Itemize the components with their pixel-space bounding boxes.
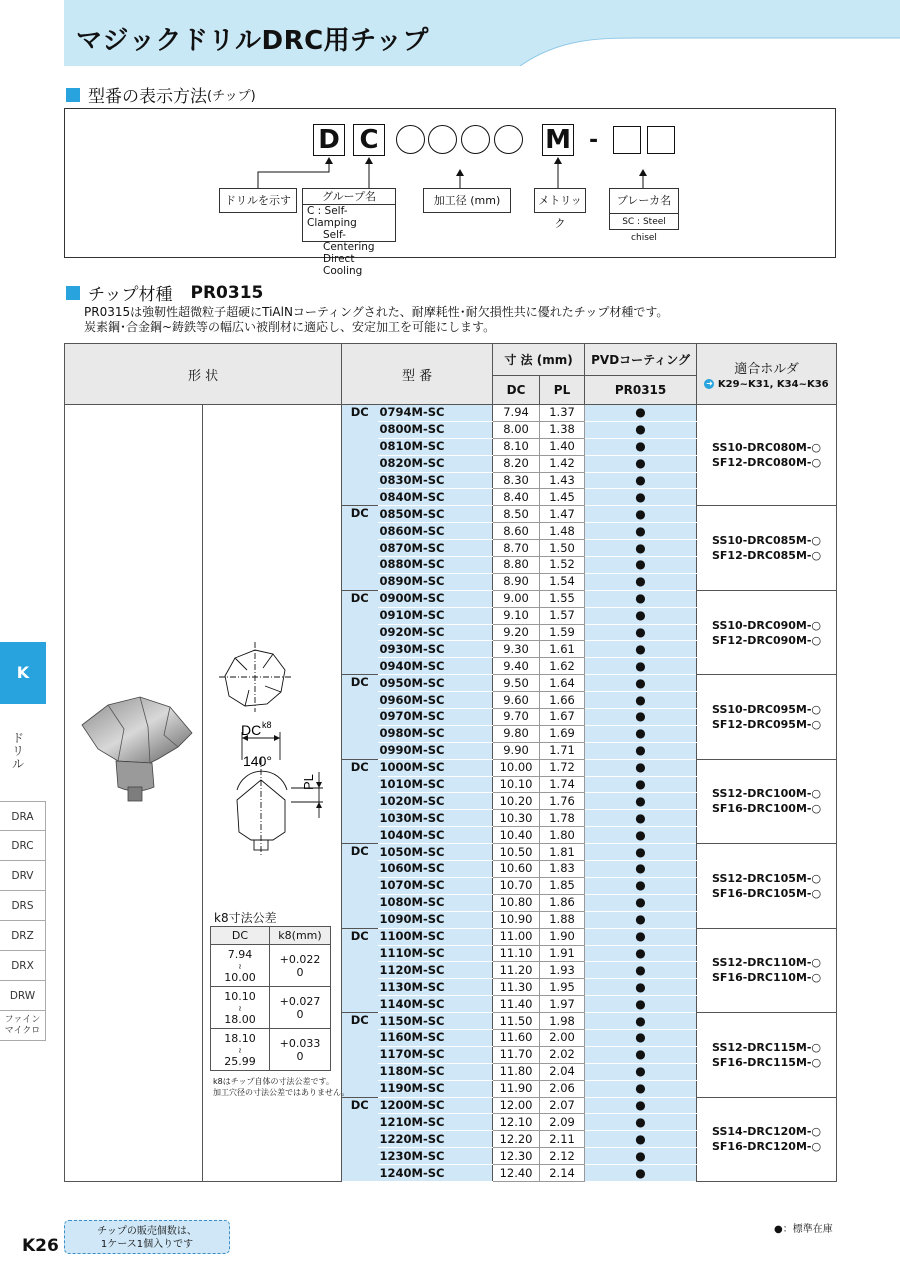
k8-table [210,926,331,1071]
holder-name: SS14-DRC120M-○ [712,1125,822,1139]
model-code: 0880M-SC [378,557,493,574]
header-pvd: PVDコーティング [585,344,697,376]
dc-value: 10.70 [493,877,540,894]
dc-value: 9.40 [493,658,540,675]
model-code: 1210M-SC [378,1114,493,1131]
dc-value: 12.40 [493,1165,540,1182]
model-code: 1100M-SC [378,928,493,945]
pl-value: 1.71 [540,742,585,759]
label-breaker-title: ブレーカ名 [610,189,678,214]
model-code: 0850M-SC [378,506,493,523]
pl-value: 1.45 [540,489,585,506]
pl-value: 1.97 [540,996,585,1013]
stock-dot: ● [585,1029,697,1046]
pl-value: 1.83 [540,861,585,878]
model-prefix: DC [342,506,378,590]
pl-value: 1.67 [540,709,585,726]
code-arrows [0,0,900,270]
dc-value: 9.60 [493,692,540,709]
holder-name: SF16-DRC120M-○ [712,1140,822,1154]
sales-note-line: チップの販売個数は、 [97,1226,197,1237]
holder-name: SS12-DRC100M-○ [712,787,822,801]
stock-dot: ● [585,928,697,945]
pl-value: 1.64 [540,675,585,692]
stock-legend: ●：標準在庫 [774,1224,833,1235]
model-code: 0860M-SC [378,523,493,540]
stock-dot: ● [585,557,697,574]
pl-value: 1.81 [540,844,585,861]
pl-value: 1.50 [540,540,585,557]
model-code: 1020M-SC [378,793,493,810]
k8-title: k8寸法公差 [214,911,277,925]
pl-value: 2.00 [540,1029,585,1046]
pl-value: 2.14 [540,1165,585,1182]
dc-value: 11.60 [493,1029,540,1046]
pl-value: 1.43 [540,472,585,489]
page-number: K26 [22,1236,59,1256]
k8-tol: +0.022 0 [270,945,331,987]
holder-name: SS10-DRC085M-○ [712,534,822,548]
pl-value: 1.47 [540,506,585,523]
holder-ref-text: K29~K31, K34~K36 [717,379,829,390]
dc-value: 8.40 [493,489,540,506]
sidebar-item-label: ファイン [4,1015,41,1025]
stock-dot: ● [585,1165,697,1182]
header-dims: 寸 法 (mm) [493,344,585,376]
header-holder [697,344,837,405]
stock-dot: ● [585,1046,697,1063]
model-code: 0840M-SC [378,489,493,506]
sidebar-item-drw[interactable]: DRW [0,981,46,1011]
k8-row [211,945,331,987]
model-prefix: DC [342,1097,378,1181]
page-title: マジックドリルDRC用チップ [76,26,429,56]
k8-tol: +0.033 0 [270,1029,331,1071]
model-code: 1050M-SC [378,844,493,861]
model-code: 1110M-SC [378,945,493,962]
dc-value: 12.10 [493,1114,540,1131]
model-code: 1150M-SC [378,1013,493,1030]
holder-name: SS12-DRC110M-○ [712,956,822,970]
drawing-dc-sup: k8 [262,720,272,730]
holder-name: SF12-DRC080M-○ [712,456,822,470]
dc-value: 9.20 [493,624,540,641]
k8-note [213,1076,349,1098]
model-code: 0830M-SC [378,472,493,489]
pl-value: 1.52 [540,557,585,574]
model-code: 0910M-SC [378,607,493,624]
stock-dot: ● [585,692,697,709]
stock-dot: ● [585,827,697,844]
model-code: 1220M-SC [378,1131,493,1148]
holder-name: SS12-DRC105M-○ [712,871,822,885]
stock-dot: ● [585,979,697,996]
stock-dot: ● [585,709,697,726]
pl-value: 2.06 [540,1080,585,1097]
holder-name: SF16-DRC105M-○ [712,886,822,900]
header-holder-ref [697,379,836,390]
dc-value: 10.50 [493,844,540,861]
holder-name: SF12-DRC090M-○ [712,633,822,647]
code-dash: - [589,128,599,153]
stock-dot: ● [585,624,697,641]
label-group [302,188,396,277]
model-code: 1000M-SC [378,759,493,776]
dc-value: 8.20 [493,455,540,472]
dc-value: 10.60 [493,861,540,878]
dc-value: 11.00 [493,928,540,945]
dc-value: 11.20 [493,962,540,979]
pl-value: 1.78 [540,810,585,827]
stock-dot: ● [585,776,697,793]
dc-value: 11.80 [493,1063,540,1080]
sidebar-item-fine-micro[interactable] [0,1011,46,1041]
drawing-pl-label: PL [301,774,316,790]
pl-value: 1.54 [540,573,585,590]
model-prefix: DC [342,405,378,506]
sidebar-item-label: マイクロ [4,1026,41,1036]
model-prefix: DC [342,759,378,843]
stock-dot: ● [585,945,697,962]
stock-dot: ● [585,1063,697,1080]
dc-value: 10.90 [493,911,540,928]
stock-dot: ● [585,1080,697,1097]
pl-value: 1.85 [540,877,585,894]
model-code: 1040M-SC [378,827,493,844]
model-code: 0900M-SC [378,590,493,607]
model-code: 0990M-SC [378,742,493,759]
pl-value: 1.93 [540,962,585,979]
stock-dot: ● [585,1148,697,1165]
k8-row [211,1029,331,1071]
header-pvd-grade: PR0315 [585,376,697,405]
stock-dot: ● [585,675,697,692]
label-diameter: 加工径 (mm) [423,188,511,213]
stock-dot: ● [585,877,697,894]
holder-name: SS10-DRC090M-○ [712,618,822,632]
code-letter-c: C [353,124,385,156]
model-code: 0970M-SC [378,709,493,726]
label-group-line: Self-Centering [323,229,375,253]
model-code: 0920M-SC [378,624,493,641]
description-line: PR0315は強靭性超微粒子超硬にTiAlNコーティングされた、耐摩耗性･耐欠損性共に優れたチップ材種です。 [84,305,669,319]
stock-dot: ● [585,1013,697,1030]
dc-value: 8.10 [493,438,540,455]
dc-value: 11.50 [493,1013,540,1030]
drawing-angle: 140° [243,753,272,769]
model-code: 1080M-SC [378,894,493,911]
sidebar-item-drv[interactable]: DRV [0,861,46,891]
model-code: 0940M-SC [378,658,493,675]
model-code: 0960M-SC [378,692,493,709]
pl-value: 2.12 [540,1148,585,1165]
label-drill: ドリルを示す [219,188,297,213]
stock-dot: ● [585,844,697,861]
label-group-title: グループ名 [303,189,395,205]
pl-value: 1.59 [540,624,585,641]
pl-value: 1.48 [540,523,585,540]
stock-dot: ● [585,894,697,911]
label-group-line: Direct Cooling [323,253,363,277]
label-breaker-sub: SC : Steel chisel [622,217,666,243]
stock-dot: ● [585,962,697,979]
sidebar-item-drx[interactable]: DRX [0,951,46,981]
holder-cell [697,759,837,843]
model-prefix: DC [342,590,378,674]
model-code: 1090M-SC [378,911,493,928]
stock-dot: ● [585,861,697,878]
k8-header-k8: k8(mm) [270,927,331,945]
dc-value: 9.70 [493,709,540,726]
stock-dot: ● [585,759,697,776]
stock-dot: ● [585,540,697,557]
header-holder-title: 適合ホルダ [734,362,799,377]
dc-value: 9.50 [493,675,540,692]
model-code: 0820M-SC [378,455,493,472]
pl-value: 1.61 [540,641,585,658]
section1-heading-small: (チップ) [207,89,256,104]
stock-dot: ● [585,996,697,1013]
label-metric: メトリック [534,188,586,213]
pl-value: 1.42 [540,455,585,472]
stock-dot: ● [585,641,697,658]
section1-heading: 型番の表示方法 [88,87,207,107]
sales-note [64,1220,230,1254]
sidebar-item-drz[interactable]: DRZ [0,921,46,951]
model-code: 0950M-SC [378,675,493,692]
sales-note-line: 1ケース1個入りです [100,1239,194,1250]
pl-value: 1.62 [540,658,585,675]
stock-dot: ● [585,793,697,810]
section2-heading: チップ材種 [88,285,173,305]
model-prefix: DC [342,928,378,1012]
model-code: 1010M-SC [378,776,493,793]
sidebar-item-drc[interactable]: DRC [0,831,46,861]
sidebar-item-dra[interactable]: DRA [0,801,46,831]
model-prefix: DC [342,1013,378,1097]
pl-value: 2.07 [540,1097,585,1114]
stock-dot: ● [585,405,697,422]
model-code: 0810M-SC [378,438,493,455]
dc-value: 9.00 [493,590,540,607]
dc-value: 11.30 [493,979,540,996]
dc-value: 9.10 [493,607,540,624]
dc-value: 10.40 [493,827,540,844]
dc-value: 10.20 [493,793,540,810]
code-letter-m: M [542,124,574,156]
holder-cell [697,928,837,1012]
pl-value: 1.86 [540,894,585,911]
dc-value: 8.90 [493,573,540,590]
dc-value: 8.50 [493,506,540,523]
pl-value: 1.76 [540,793,585,810]
stock-dot: ● [585,1114,697,1131]
k8-note-line: 加工穴径の寸法公差ではありません。 [213,1088,350,1097]
description-line: 炭素鋼･合金鋼~鋳鉄等の幅広い被削材に適応し、安定加工を可能にします。 [84,320,496,334]
header-model: 型 番 [342,344,493,405]
code-letter-d: D [313,124,345,156]
holder-name: SF12-DRC095M-○ [712,717,822,731]
pl-value: 1.72 [540,759,585,776]
header-shape: 形 状 [65,344,342,405]
dc-value: 8.30 [493,472,540,489]
model-code: 1170M-SC [378,1046,493,1063]
section2-grade: PR0315 [190,282,264,303]
dc-value: 11.40 [493,996,540,1013]
pl-value: 1.55 [540,590,585,607]
dc-value: 11.10 [493,945,540,962]
dc-value: 12.20 [493,1131,540,1148]
model-code: 1140M-SC [378,996,493,1013]
model-code: 1130M-SC [378,979,493,996]
k8-range: 7.94 ≀ 10.00 [211,945,270,987]
stock-dot: ● [585,472,697,489]
holder-cell [697,405,837,506]
stock-dot: ● [585,506,697,523]
model-code: 1200M-SC [378,1097,493,1114]
sidebar-drill-label: ドリル [12,731,25,771]
holder-name: SF16-DRC110M-○ [712,971,822,985]
model-code: 0800M-SC [378,421,493,438]
drawing-dc-label: DC [241,722,262,738]
stock-dot: ● [585,658,697,675]
pl-value: 1.38 [540,421,585,438]
dc-value: 8.70 [493,540,540,557]
pl-value: 1.66 [540,692,585,709]
model-prefix: DC [342,844,378,928]
pl-value: 1.80 [540,827,585,844]
pl-value: 1.74 [540,776,585,793]
dc-value: 11.70 [493,1046,540,1063]
pl-value: 2.02 [540,1046,585,1063]
pl-value: 2.04 [540,1063,585,1080]
header-pl: PL [540,376,585,405]
model-prefix: DC [342,675,378,759]
pl-value: 1.90 [540,928,585,945]
dc-value: 9.30 [493,641,540,658]
dc-value: 10.30 [493,810,540,827]
pl-value: 1.95 [540,979,585,996]
stock-dot: ● [585,725,697,742]
pl-value: 1.98 [540,1013,585,1030]
label-breaker [609,188,679,243]
model-code: 0930M-SC [378,641,493,658]
model-code: 1030M-SC [378,810,493,827]
sidebar-tab-k[interactable]: K [0,642,46,704]
model-code: 0870M-SC [378,540,493,557]
section-square-icon [66,286,80,300]
k8-row [211,987,331,1029]
dc-value: 12.30 [493,1148,540,1165]
holder-name: SS12-DRC115M-○ [712,1040,822,1054]
holder-cell [697,844,837,928]
pl-value: 1.69 [540,725,585,742]
model-code: 1070M-SC [378,877,493,894]
k8-header-dc: DC [211,927,270,945]
dc-value: 8.00 [493,421,540,438]
section-grade [66,280,263,305]
pl-value: 1.37 [540,405,585,422]
holder-cell [697,590,837,674]
model-code: 1240M-SC [378,1165,493,1182]
dc-value: 10.10 [493,776,540,793]
pl-value: 2.09 [540,1114,585,1131]
model-code: 1120M-SC [378,962,493,979]
dc-value: 10.80 [493,894,540,911]
pl-value: 2.11 [540,1131,585,1148]
header-dc: DC [493,376,540,405]
dc-value: 10.00 [493,759,540,776]
stock-dot: ● [585,489,697,506]
holder-cell [697,675,837,759]
holder-name: SS10-DRC080M-○ [712,441,822,455]
model-code: 0890M-SC [378,573,493,590]
sidebar-item-drs[interactable]: DRS [0,891,46,921]
dc-value: 8.80 [493,557,540,574]
stock-dot: ● [585,573,697,590]
stock-dot: ● [585,911,697,928]
model-code: 1190M-SC [378,1080,493,1097]
stock-dot: ● [585,1131,697,1148]
dc-value: 9.90 [493,742,540,759]
table-row [65,405,837,422]
pl-value: 1.91 [540,945,585,962]
dc-value: 8.60 [493,523,540,540]
model-code: 1160M-SC [378,1029,493,1046]
k8-note-line: k8はチップ自体の寸法公差です。 [213,1077,334,1086]
model-code: 1230M-SC [378,1148,493,1165]
dc-value: 11.90 [493,1080,540,1097]
stock-dot: ● [585,455,697,472]
dc-value: 7.94 [493,405,540,422]
pl-value: 1.57 [540,607,585,624]
k8-range: 18.10 ≀ 25.99 [211,1029,270,1071]
insert-photo [78,685,196,810]
holder-cell [697,506,837,590]
stock-dot: ● [585,590,697,607]
stock-dot: ● [585,742,697,759]
model-code: 1180M-SC [378,1063,493,1080]
stock-dot: ● [585,421,697,438]
holder-cell [697,1097,837,1181]
stock-dot: ● [585,1097,697,1114]
stock-dot: ● [585,607,697,624]
model-code: 1060M-SC [378,861,493,878]
k8-tol: +0.027 0 [270,987,331,1029]
k8-range: 10.10 ≀ 18.00 [211,987,270,1029]
holder-name: SF16-DRC115M-○ [712,1055,822,1069]
holder-name: SF12-DRC085M-○ [712,549,822,563]
model-code: 0794M-SC [378,405,493,422]
grade-description [84,305,668,335]
dc-value: 12.00 [493,1097,540,1114]
dc-value: 9.80 [493,725,540,742]
holder-cell [697,1013,837,1097]
arrow-right-icon: ➜ [706,379,713,388]
holder-name: SS10-DRC095M-○ [712,702,822,716]
pl-value: 1.88 [540,911,585,928]
stock-dot: ● [585,810,697,827]
insert-drawing [207,640,337,855]
label-group-line: C : Self-Clamping [307,205,357,229]
stock-dot: ● [585,438,697,455]
stock-dot: ● [585,523,697,540]
model-code: 0980M-SC [378,725,493,742]
holder-name: SF16-DRC100M-○ [712,802,822,816]
pl-value: 1.40 [540,438,585,455]
